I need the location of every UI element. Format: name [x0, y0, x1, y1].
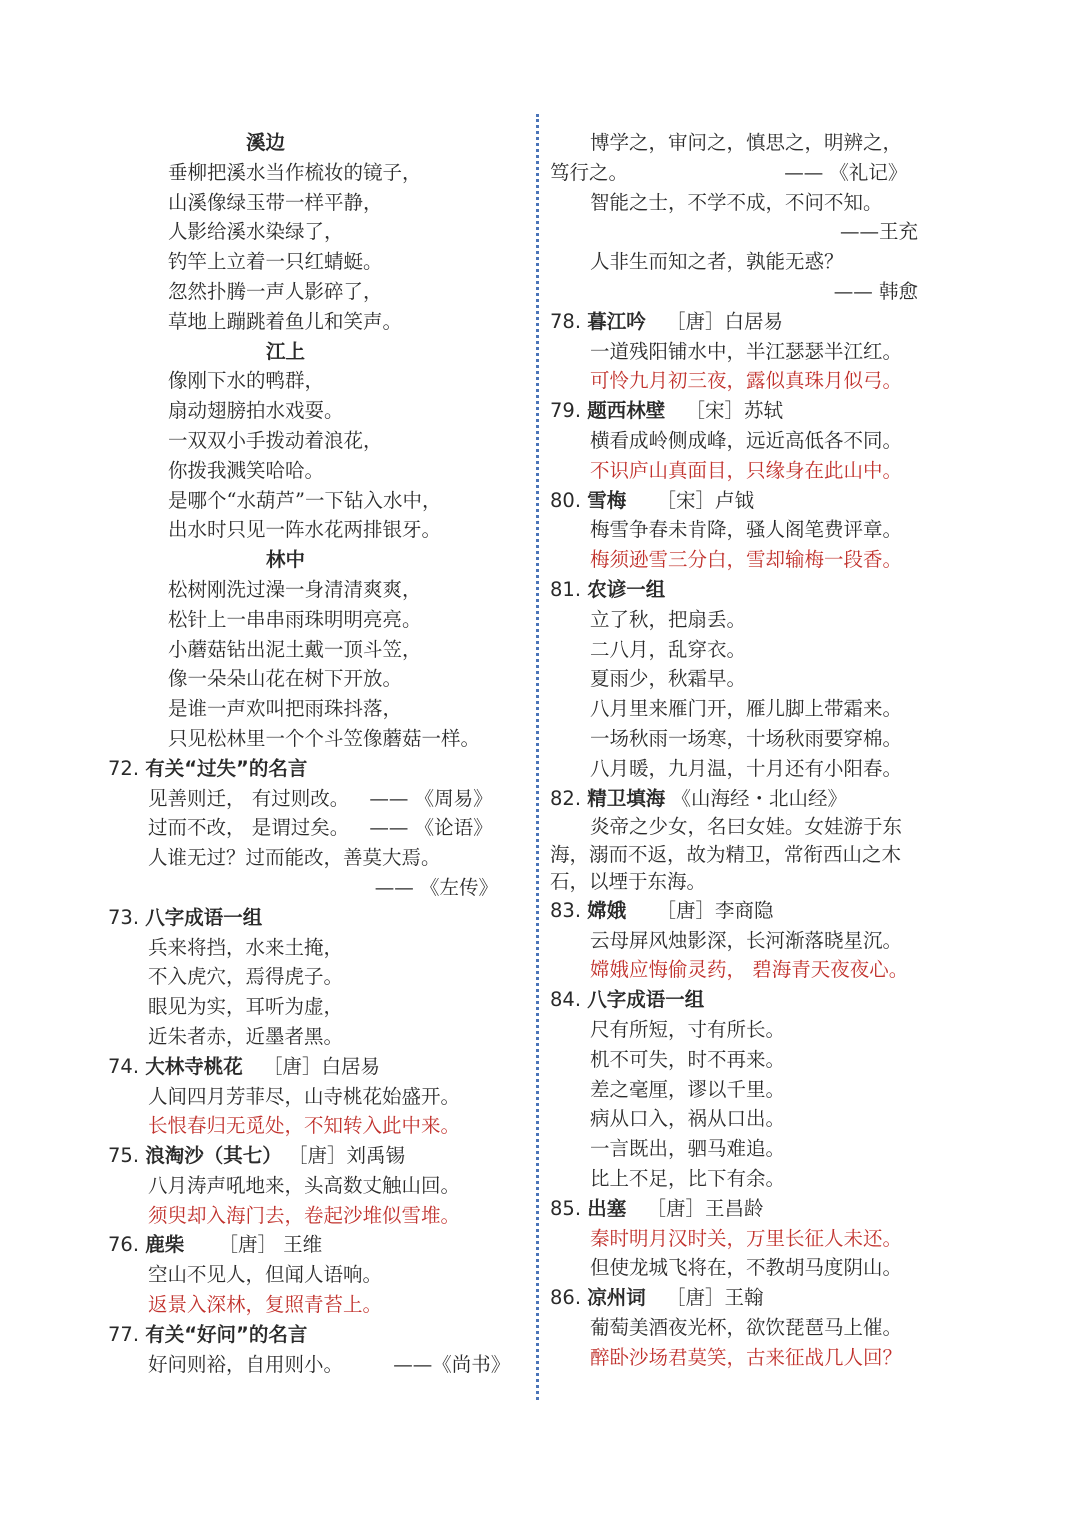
author-tag: ［唐］ 王维 — [218, 1233, 323, 1257]
poem-title-xibian: 溪边 — [246, 131, 286, 154]
quote-source: ——《尚书》 — [393, 1352, 511, 1376]
section-number: 84. — [550, 988, 582, 1012]
quote-line: 博学之，审问之，慎思之，明辨之， — [590, 131, 903, 154]
poem-line: 是谁一声欢叫把雨珠抖落， — [168, 697, 403, 721]
section-title: 浪淘沙（其七） — [145, 1144, 282, 1168]
poem-line: 你拨我溅笑哈哈。 — [168, 458, 325, 482]
section-title: 题西林壁 — [587, 399, 666, 423]
prose-line: 炎帝之少女，名曰女娃。女娃游于东 — [590, 815, 903, 839]
section-number: 80. — [550, 488, 582, 512]
poem-line: 梅雪争春未肯降，骚人阁笔费评章。 — [590, 518, 903, 542]
poem-line: 像一朵朵山花在树下开放。 — [168, 667, 403, 691]
section-title: 嫦娥 — [587, 898, 627, 922]
poem-line: 松树刚洗过澡一身清清爽爽， — [168, 577, 422, 601]
quote-source: —— 《周易》 — [369, 786, 493, 810]
section-header-72 — [108, 754, 528, 784]
section-number: 83. — [550, 898, 582, 922]
proverb-line: 夏雨少，秋霜早。 — [590, 667, 747, 691]
poem-line: 八月涛声吼地来，头高数丈触山回。 — [148, 1173, 461, 1197]
section-number: 72. — [108, 756, 140, 780]
section-header-81 — [550, 575, 970, 605]
author-tag: ［唐］王翰 — [665, 1286, 764, 1310]
poem-line-highlight: 可怜九月初三夜，露似真珠月似弓。 — [590, 369, 903, 393]
poem-line: 一道残阳铺水中，半江瑟瑟半江红。 — [590, 339, 903, 363]
poem-line: 人间四月芳菲尽，山寺桃花始盛开。 — [148, 1084, 461, 1108]
poem-line: 忽然扑腾一声人影碎了， — [168, 279, 383, 303]
idiom-line: 兵来将挡，水来土掩， — [148, 935, 344, 959]
author-tag: ［唐］李商隐 — [656, 898, 774, 922]
poem-line: 只见松林里一个个斗笠像蘑菇一样。 — [168, 726, 481, 750]
poem-line: 是哪个“水葫芦”一下钻入水中， — [168, 488, 442, 512]
poem-line-highlight: 不识庐山真面目，只缘身在此山中。 — [590, 458, 903, 482]
author-tag: ［宋］苏轼 — [685, 399, 783, 423]
section-header-80 — [550, 486, 970, 516]
poem-line: 横看成岭侧成峰，远近高低各不同。 — [590, 428, 903, 452]
poem-line: 一双双小手拨动着浪花， — [168, 428, 383, 452]
section-title: 暮江吟 — [587, 309, 646, 333]
source-book: 《山海经・北山经》 — [671, 786, 847, 810]
poem-line: 人影给溪水染绿了， — [168, 220, 344, 244]
section-header-83 — [550, 896, 970, 926]
idiom-line: 病从口入，祸从口出。 — [590, 1107, 786, 1131]
quote-text: 好问则裕，自用则小。 — [148, 1352, 344, 1376]
section-number: 73. — [108, 905, 140, 929]
poem-line-highlight: 嫦娥应悔偷灵药， 碧海青天夜夜心。 — [590, 958, 909, 982]
left-column — [108, 128, 528, 1379]
proverb-line: 立了秋，把扇丢。 — [590, 607, 747, 631]
poem-line-highlight: 梅须逊雪三分白，雪却输梅一段香。 — [590, 548, 903, 572]
quote-source: —— 《论语》 — [369, 816, 493, 840]
poem-line-highlight: 须臾却入海门去，卷起沙堆似雪堆。 — [148, 1203, 461, 1227]
idiom-line: 不入虎穴，焉得虎子。 — [148, 965, 344, 989]
section-title: 农谚一组 — [587, 577, 666, 601]
idiom-line: 眼见为实，耳听为虚， — [148, 995, 344, 1019]
column-divider — [536, 114, 539, 1400]
poem-line: 像刚下水的鸭群， — [168, 369, 325, 393]
section-title: 凉州词 — [587, 1286, 646, 1310]
poem-line: 小蘑菇钻出泥土戴一顶斗笠， — [168, 637, 422, 661]
quote-line: 人谁无过？过而能改，善莫大焉。 — [148, 846, 441, 870]
quote-line — [550, 158, 970, 188]
quote-source: —— 韩愈 — [833, 279, 918, 303]
section-header-75 — [108, 1141, 528, 1171]
poem-line: 山溪像绿玉带一样平静， — [168, 190, 383, 214]
section-header-79 — [550, 396, 970, 426]
poem-line-highlight: 秦时明月汉时关，万里长征人未还。 — [590, 1226, 903, 1250]
section-header-85 — [550, 1194, 970, 1224]
section-number: 76. — [108, 1233, 140, 1257]
right-column — [550, 128, 970, 1373]
section-number: 79. — [550, 399, 582, 423]
quote-text: 见善则迁， 有过则改。 — [148, 786, 350, 810]
section-title: 有关“过失”的名言 — [145, 756, 308, 780]
section-number: 74. — [108, 1054, 140, 1078]
quote-line: 人非生而知之者，孰能无惑？ — [590, 250, 844, 274]
proverb-line: 二八月，乱穿衣。 — [590, 637, 747, 661]
poem-line-highlight: 醉卧沙场君莫笑，古来征战几人回？ — [590, 1345, 903, 1369]
section-header-77 — [108, 1320, 528, 1350]
quote-line — [108, 1350, 528, 1380]
proverb-line: 八月里来雁门开，雁儿脚上带霜来。 — [590, 697, 903, 721]
poem-line: 垂柳把溪水当作梳妆的镜子， — [168, 160, 422, 184]
quote-source: ——王充 — [839, 220, 918, 244]
section-number: 86. — [550, 1286, 582, 1310]
poem-line: 云母屏风烛影深，长河渐落晓星沉。 — [590, 928, 903, 952]
author-tag: ［唐］王昌龄 — [646, 1196, 764, 1220]
section-header-82 — [550, 784, 970, 814]
idiom-line: 差之毫厘，谬以千里。 — [590, 1077, 786, 1101]
section-number: 81. — [550, 577, 582, 601]
poem-line: 扇动翅膀拍水戏耍。 — [168, 399, 344, 423]
quote-source: —— 《礼记》 — [784, 160, 908, 184]
prose-line: 海，溺而不返，故为精卫，常衔西山之木 — [550, 842, 902, 866]
section-header-76 — [108, 1230, 528, 1260]
quote-source: —— 《左传》 — [374, 875, 498, 899]
proverb-line: 一场秋雨一场寒，十场秋雨要穿棉。 — [590, 726, 903, 750]
section-title: 有关“好问”的名言 — [145, 1322, 308, 1346]
quote-line — [108, 813, 528, 843]
poem-title-jiangshang: 江上 — [266, 339, 306, 363]
idiom-line: 近朱者赤，近墨者黑。 — [148, 1024, 344, 1048]
section-number: 78. — [550, 309, 582, 333]
poem-title-linzhong: 林中 — [266, 548, 306, 572]
section-header-86 — [550, 1283, 970, 1313]
section-title: 雪梅 — [587, 488, 627, 512]
idiom-line: 比上不足，比下有余。 — [590, 1167, 786, 1190]
author-tag: ［唐］白居易 — [262, 1054, 380, 1078]
quote-text: 过而不改， 是谓过矣。 — [148, 816, 350, 840]
poem-line: 草地上蹦跳着鱼儿和笑声。 — [168, 309, 403, 333]
author-tag: ［唐］刘禹锡 — [287, 1144, 405, 1168]
prose-line: 石，以堙于东海。 — [550, 870, 707, 894]
quote-text: 笃行之。 — [550, 160, 629, 184]
poem-line: 但使龙城飞将在，不教胡马度阴山。 — [590, 1256, 903, 1280]
proverb-line: 八月暖，九月温，十月还有小阳春。 — [590, 756, 903, 780]
poem-line: 空山不见人，但闻人语响。 — [148, 1263, 383, 1287]
author-tag: ［宋］卢钺 — [656, 488, 754, 512]
section-title: 大林寺桃花 — [145, 1054, 243, 1078]
poem-line: 松针上一串串雨珠明明亮亮。 — [168, 607, 422, 631]
poem-line-highlight: 长恨春归无觅处，不知转入此中来。 — [148, 1114, 461, 1138]
section-title: 精卫填海 — [587, 786, 666, 810]
author-tag: ［唐］白居易 — [665, 309, 783, 333]
section-header-84 — [550, 985, 970, 1015]
idiom-line: 机不可失，时不再来。 — [590, 1047, 786, 1071]
quote-line: 智能之士，不学不成，不问不知。 — [590, 190, 883, 214]
idiom-line: 尺有所短，寸有所长。 — [590, 1018, 786, 1042]
section-header-74 — [108, 1052, 528, 1082]
section-number: 77. — [108, 1322, 140, 1346]
section-header-73 — [108, 903, 528, 933]
section-number: 82. — [550, 786, 582, 810]
section-header-78 — [550, 307, 970, 337]
section-title: 八字成语一组 — [587, 988, 705, 1012]
poem-line-highlight: 返景入深林，复照青苔上。 — [148, 1293, 383, 1317]
section-title: 鹿柴 — [145, 1233, 185, 1257]
idiom-line: 一言既出，驷马难追。 — [590, 1137, 786, 1161]
section-number: 85. — [550, 1196, 582, 1220]
section-title: 出塞 — [587, 1196, 627, 1220]
quote-line — [108, 784, 528, 814]
poem-line: 钓竿上立着一只红蜻蜓。 — [168, 250, 383, 274]
poem-line: 出水时只见一阵水花两排银牙。 — [168, 518, 442, 542]
section-number: 75. — [108, 1144, 140, 1168]
poem-line: 葡萄美酒夜光杯，欲饮琵琶马上催。 — [590, 1315, 903, 1339]
section-title: 八字成语一组 — [145, 905, 263, 929]
